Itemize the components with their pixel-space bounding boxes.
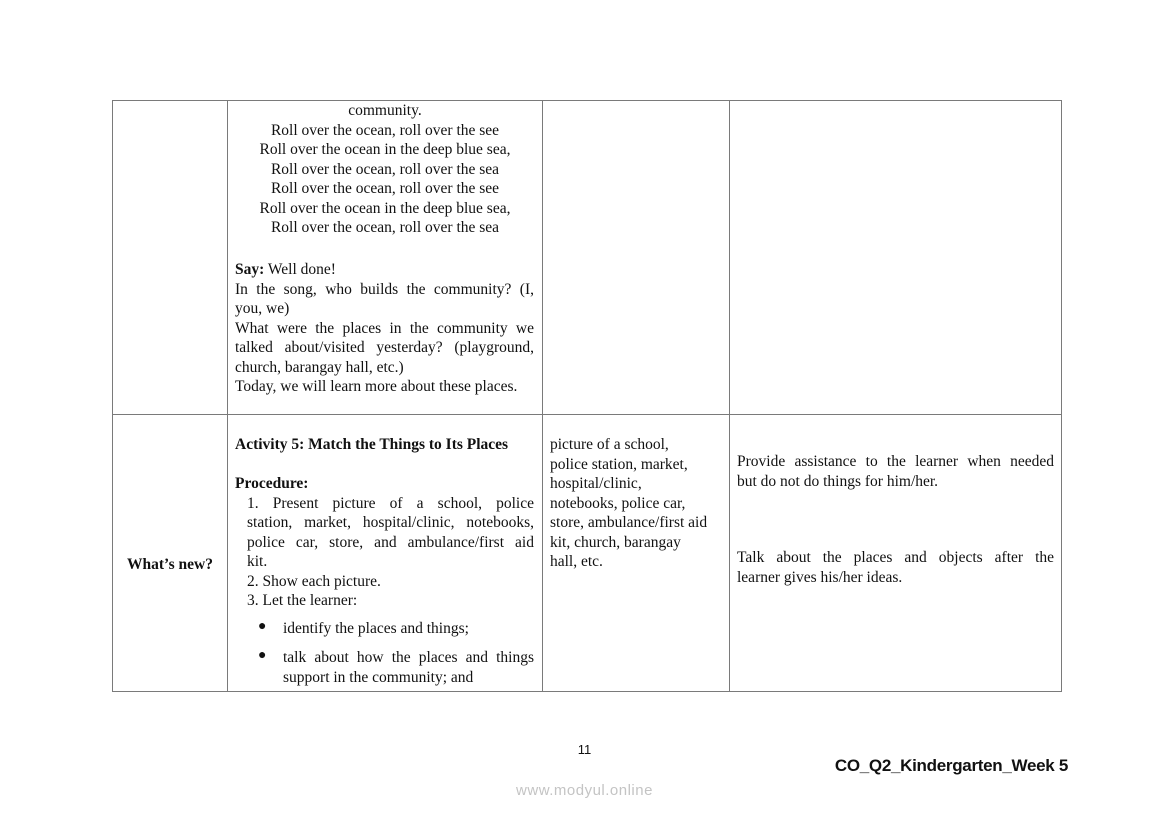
teacher-note: but do not do things for him/her. <box>737 472 939 490</box>
procedure-step-3: 3. Let the learner: <box>247 592 358 609</box>
row-label-whats-new: What’s new? <box>127 556 213 573</box>
teacher-note: Provide assistance to the learner when needed <box>737 453 1054 470</box>
say-line <box>235 260 336 280</box>
song-line: Roll over the ocean in the deep blue sea, <box>259 141 511 158</box>
footer-code: CO_Q2_Kindergarten_Week 5 <box>834 756 1068 775</box>
procedure-step-1: 1. Present picture of a school, police <box>247 494 534 512</box>
materials-line: store, ambulance/first aid <box>550 514 708 531</box>
bullet-icon: ● <box>258 648 267 663</box>
say-text: Well done! <box>264 261 336 278</box>
procedure-step-2: 2. Show each picture. <box>247 572 381 590</box>
teacher-note: Talk about the places and objects after the <box>737 549 1054 566</box>
song-line: Roll over the ocean, roll over the sea <box>270 160 500 178</box>
paragraph-line: you, we) <box>235 300 290 317</box>
teacher-note: learner gives his/her ideas. <box>737 568 903 586</box>
paragraph-line: church, barangay hall, etc.) <box>235 358 404 376</box>
say-label: Say: <box>235 261 265 278</box>
procedure-label: Procedure: <box>235 475 309 492</box>
activity-title: Activity 5: Match the Things to Its Places <box>235 436 509 453</box>
procedure-step-1: kit. <box>247 553 268 570</box>
paragraph-line: In the song, who builds the community? (I, <box>235 280 534 298</box>
song-line: Roll over the ocean, roll over the see <box>270 121 500 139</box>
materials-line: kit, church, barangay <box>550 533 681 551</box>
paragraph-line: What were the places in the community we <box>235 319 534 337</box>
procedure-step-1: police car, store, and ambulance/first aid <box>247 533 534 551</box>
bullet-item: talk about how the places and things <box>283 649 534 666</box>
materials-line: police station, market, <box>550 455 688 473</box>
materials-line: hospital/clinic, <box>550 475 642 492</box>
lesson-table <box>112 100 1062 692</box>
column-divider <box>542 101 543 691</box>
page-number: 11 <box>577 742 592 757</box>
materials-line: hall, etc. <box>550 553 603 570</box>
column-divider <box>729 101 730 691</box>
bullet-item: support in the community; and <box>283 668 474 686</box>
song-line: Roll over the ocean, roll over the sea <box>270 219 500 236</box>
paragraph-line: talked about/visited yesterday? (playground, <box>235 339 534 356</box>
bullet-icon: ● <box>258 619 267 634</box>
song-line: community. <box>348 102 422 119</box>
watermark: www.modyul.online <box>516 782 653 799</box>
song-line: Roll over the ocean, roll over the see <box>270 180 500 197</box>
song-line: Roll over the ocean in the deep blue sea, <box>259 199 511 217</box>
materials-line: notebooks, police car, <box>550 494 686 512</box>
procedure-step-1: station, market, hospital/clinic, notebooks, <box>247 514 534 531</box>
bullet-item: identify the places and things; <box>283 620 469 637</box>
row-divider <box>113 414 1061 415</box>
paragraph-line: Today, we will learn more about these places. <box>235 378 518 395</box>
materials-line: picture of a school, <box>550 436 669 453</box>
